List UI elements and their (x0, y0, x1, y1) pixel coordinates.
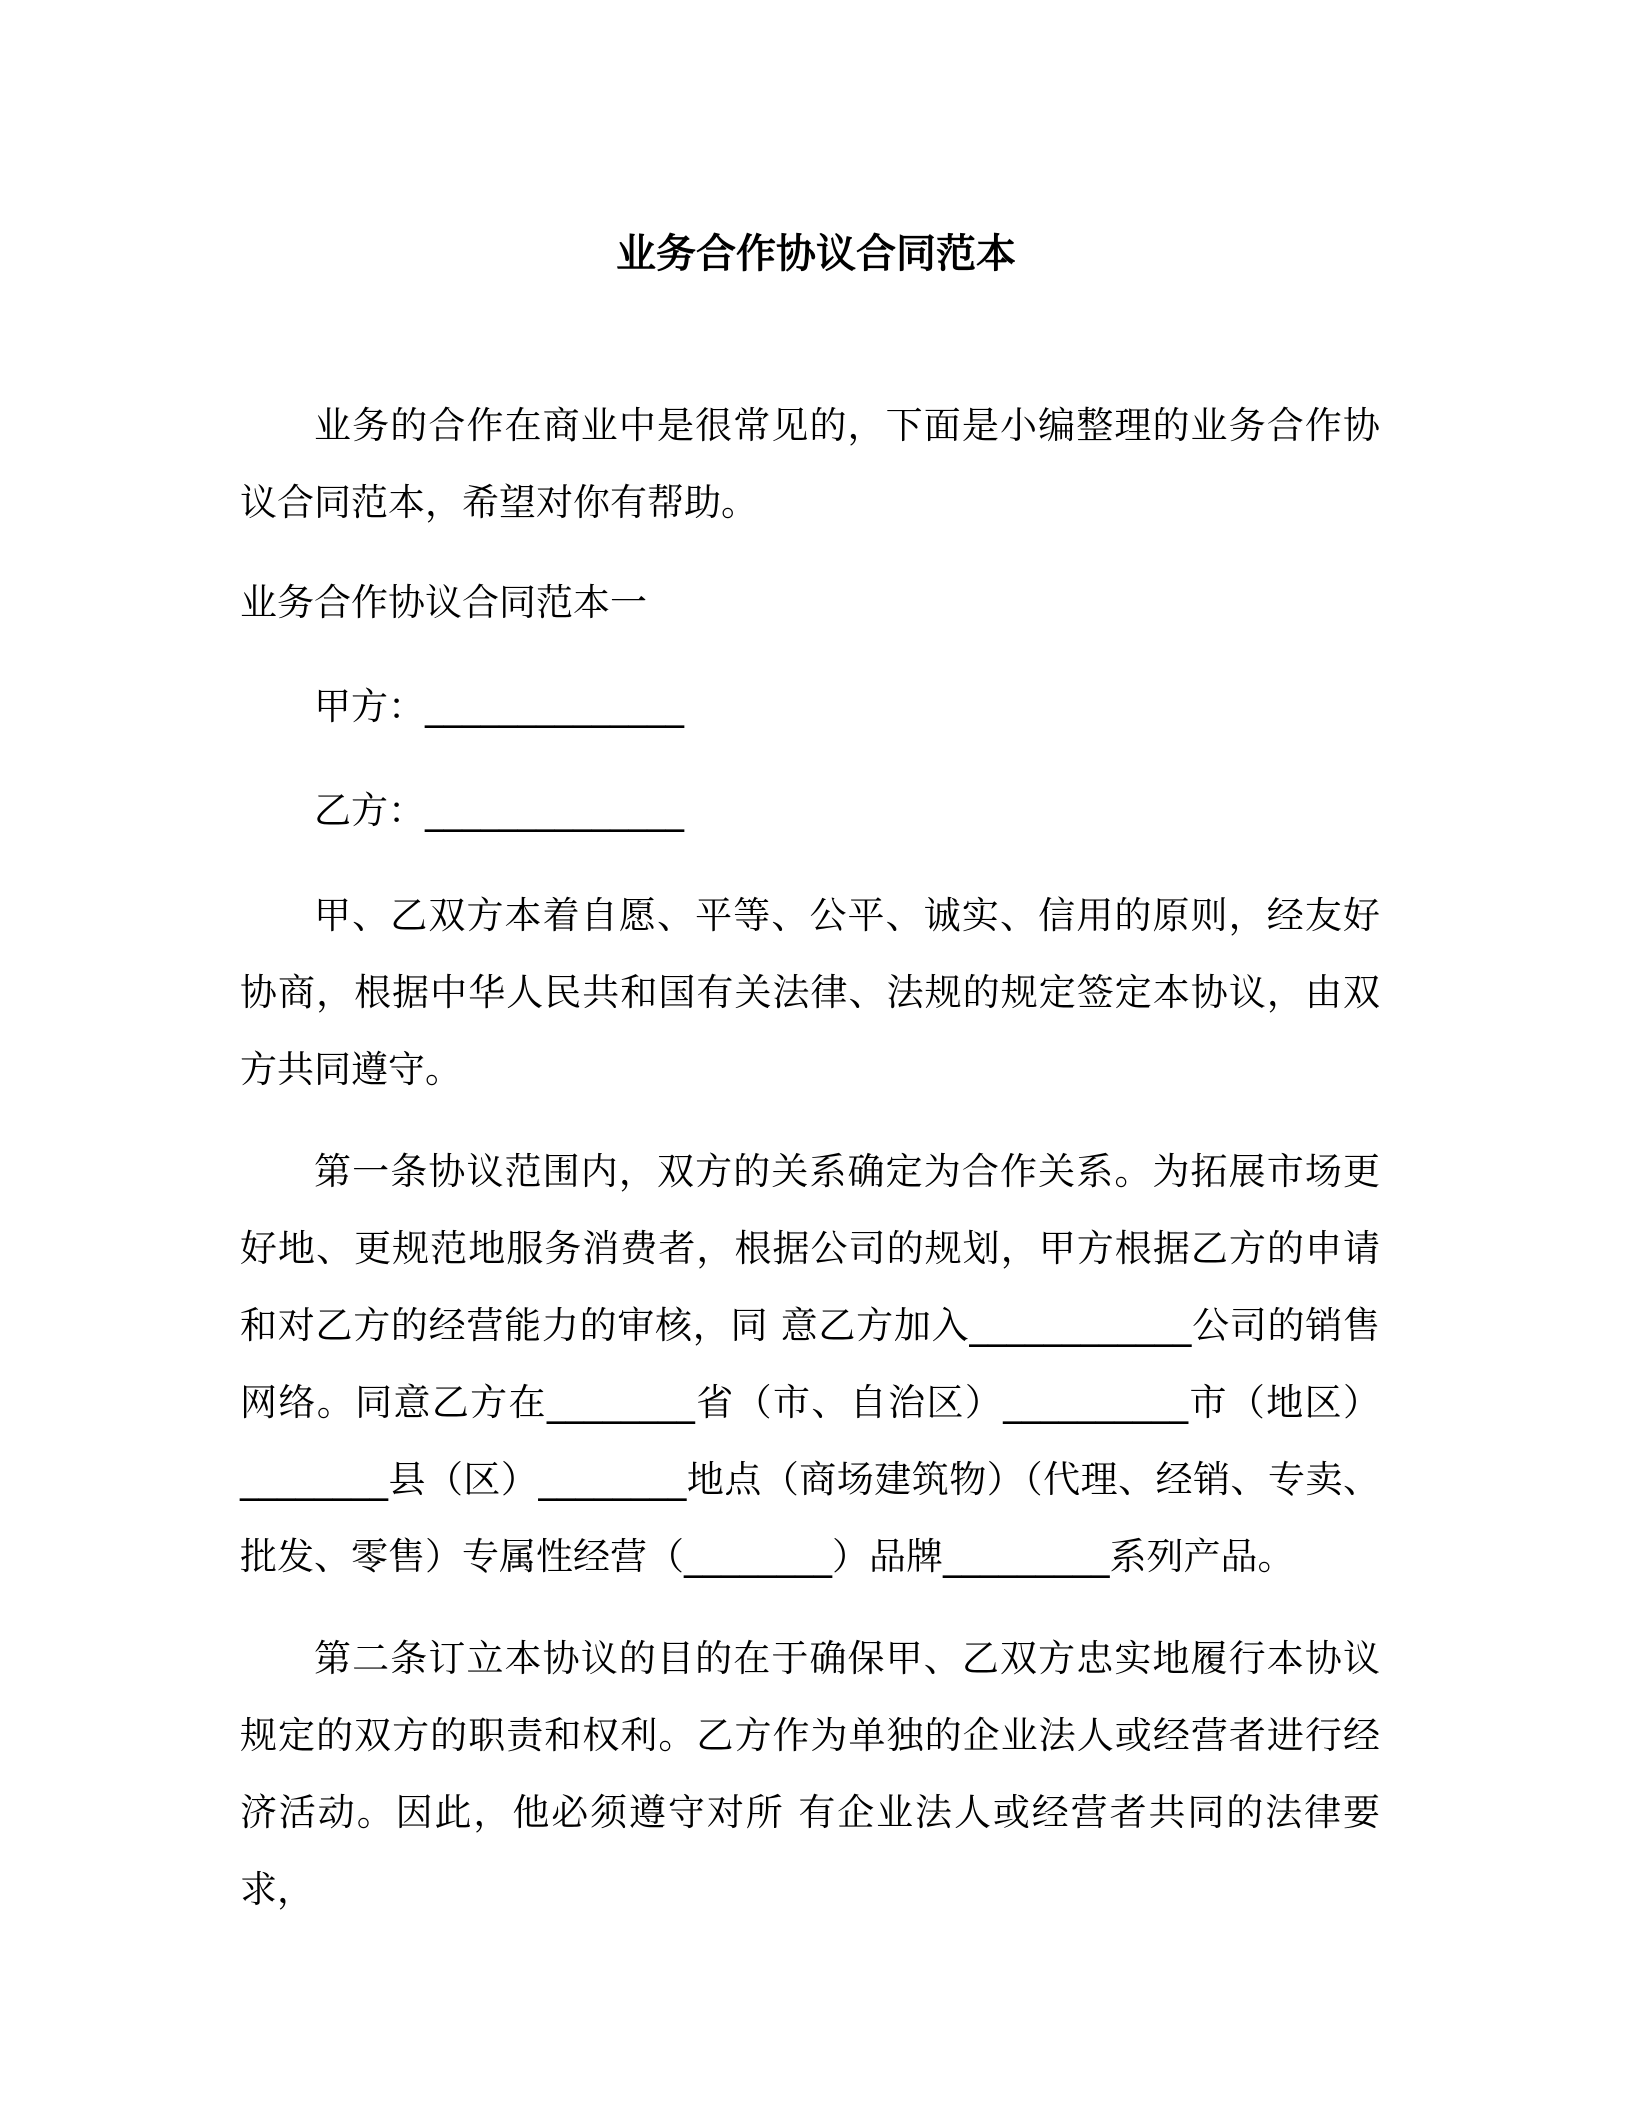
party-b-text: 乙方：______________ (314, 789, 684, 832)
article-2-text: 第二条订立本协议的目的在于确保甲、乙双方忠实地履行本协议规定的双方的职责和权利。乙方作为单独的企业法人或经营者进行经济活动。因此，他必须遵守对所 有企业法人或经营者共同的法律要求， (240, 1637, 1380, 1911)
party-b-line (240, 772, 1380, 849)
preamble-text: 甲、乙双方本着自愿、平等、公平、诚实、信用的原则，经友好协商，根据中华人民共和国有关法律、法规的规定签定本协议，由双方共同遵守。 (240, 894, 1380, 1091)
intro-text: 业务的合作在商业中是很常见的，下面是小编整理的业务合作协议合同范本，希望对你有帮助。 (240, 404, 1380, 524)
article-2-paragraph (240, 1620, 1380, 1928)
section-heading (240, 564, 1380, 641)
preamble-paragraph (240, 877, 1380, 1108)
section-heading-text: 业务合作协议合同范本一 (240, 581, 647, 624)
intro-paragraph (240, 387, 1380, 541)
party-a-text: 甲方：______________ (314, 685, 684, 728)
article-1-paragraph (240, 1133, 1380, 1595)
party-a-line (240, 668, 1380, 745)
document-title: 业务合作协议合同范本 (616, 231, 1016, 277)
article-1-text: 第一条协议范围内，双方的关系确定为合作关系。为拓展市场更好地、更规范地服务消费者，根据公司的规划，甲方根据乙方的申请和对乙方的经营能力的审核，同 意乙方加入____________公司的销售网络。同意乙方在________省（市、自治区）__________市（地区）________县（区）________地点（商场建筑物）（代理、经销、专卖、批发、零售）专属性经营（________）品牌_________系列产品。 (240, 1150, 1380, 1578)
